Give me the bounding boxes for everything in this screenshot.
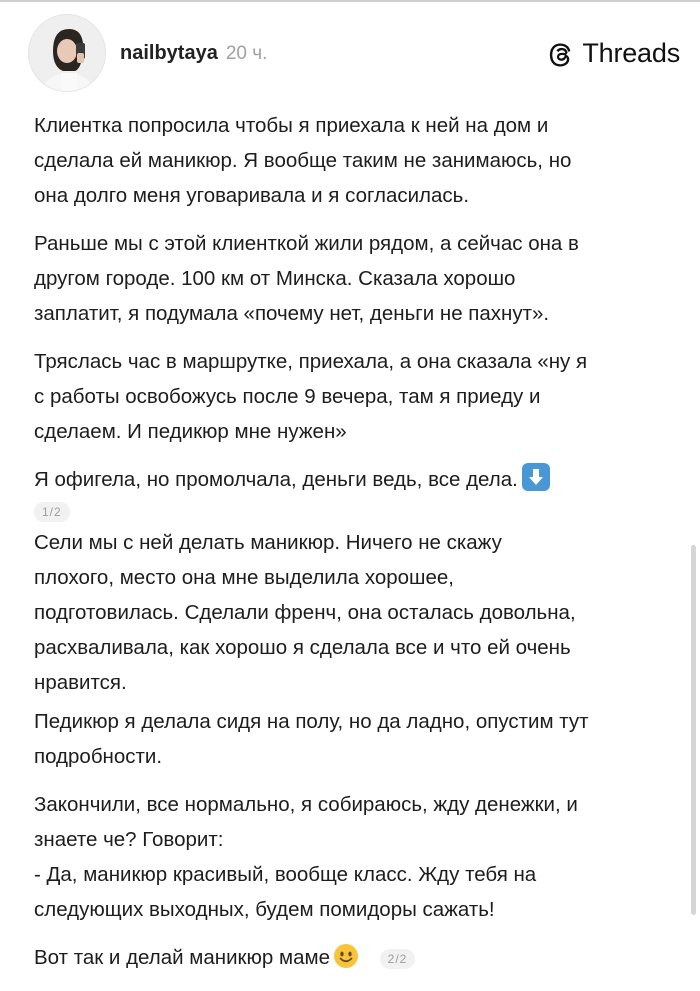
post-body (34, 108, 674, 975)
username[interactable]: nailbytaya (120, 42, 218, 64)
paragraph-7 (34, 787, 674, 927)
text-line: подготовилась. Сделали френч, она осталась довольна, (34, 601, 576, 624)
brand-name: Threads (582, 38, 680, 68)
text-line: следующих выходных, будем помидоры сажать! (34, 898, 495, 921)
paragraph-2 (34, 226, 674, 331)
paragraph-3 (34, 344, 674, 449)
page-badge: 2/2 (380, 949, 416, 969)
paragraph-8 (34, 940, 674, 975)
text-line: сделала ей маникюр. Я вообще таким не занимаюсь, но (34, 149, 572, 172)
text-line: сделаем. И педикюр мне нужен» (34, 420, 347, 443)
avatar-photo (29, 15, 106, 92)
down-arrow-emoji-icon (522, 463, 550, 491)
paragraph-1 (34, 108, 674, 213)
text-line-content: Вот так и делай маникюр маме (34, 946, 330, 969)
username-row (120, 42, 267, 65)
post-header (28, 14, 680, 94)
paragraph-6 (34, 704, 674, 774)
text-line: Сели мы с ней делать маникюр. Ничего не скажу (34, 531, 502, 554)
text-line: знаете че? Говорит: (34, 828, 224, 851)
top-divider (0, 0, 700, 2)
text-line: она долго меня уговаривала и я согласилась. (34, 184, 470, 207)
text-line: с работы освобожусь после 9 вечера, там я приеду и (34, 385, 541, 408)
text-line: подробности. (34, 745, 163, 768)
text-line: плохого, место она мне выделила хорошее, (34, 566, 454, 589)
text-line: Раньше мы с этой клиенткой жили рядом, а сейчас она в (34, 232, 579, 255)
text-line: нравится. (34, 671, 127, 694)
threads-brand[interactable] (547, 38, 680, 69)
page-badge: 1/2 (34, 502, 70, 522)
text-line: - Да, маникюр красивый, вообще класс. Жду тебя на (34, 863, 537, 886)
paragraph-4 (34, 462, 674, 497)
text-line: расхваливала, как хорошо я сделала все и что ей очень (34, 636, 571, 659)
page-indicator-row (34, 497, 674, 525)
post-time: 20 ч. (225, 43, 268, 64)
text-line: Педикюр я делала сидя на полу, но да ладно, опустим тут (34, 710, 589, 733)
text-line (34, 462, 674, 497)
paragraph-5 (34, 525, 674, 700)
threads-logo-icon (547, 40, 575, 68)
text-line: другом городе. 100 км от Минска. Сказала хорошо (34, 267, 516, 290)
avatar[interactable] (28, 14, 106, 92)
text-line: заплатит, я подумала «почему нет, деньги не пахнут». (34, 302, 550, 325)
scrollbar[interactable] (691, 545, 696, 915)
text-line: Тряслась час в маршрутке, приехала, а она сказала «ну я (34, 350, 588, 373)
smiling-face-emoji-icon (332, 942, 360, 970)
text-line-content: Я офигела, но промолчала, деньги ведь, все дела. (34, 468, 518, 491)
text-line (34, 940, 674, 975)
text-line: Закончили, все нормально, я собираюсь, жду денежки, и (34, 793, 578, 816)
text-line: Клиентка попросила чтобы я приехала к ней на дом и (34, 114, 549, 137)
